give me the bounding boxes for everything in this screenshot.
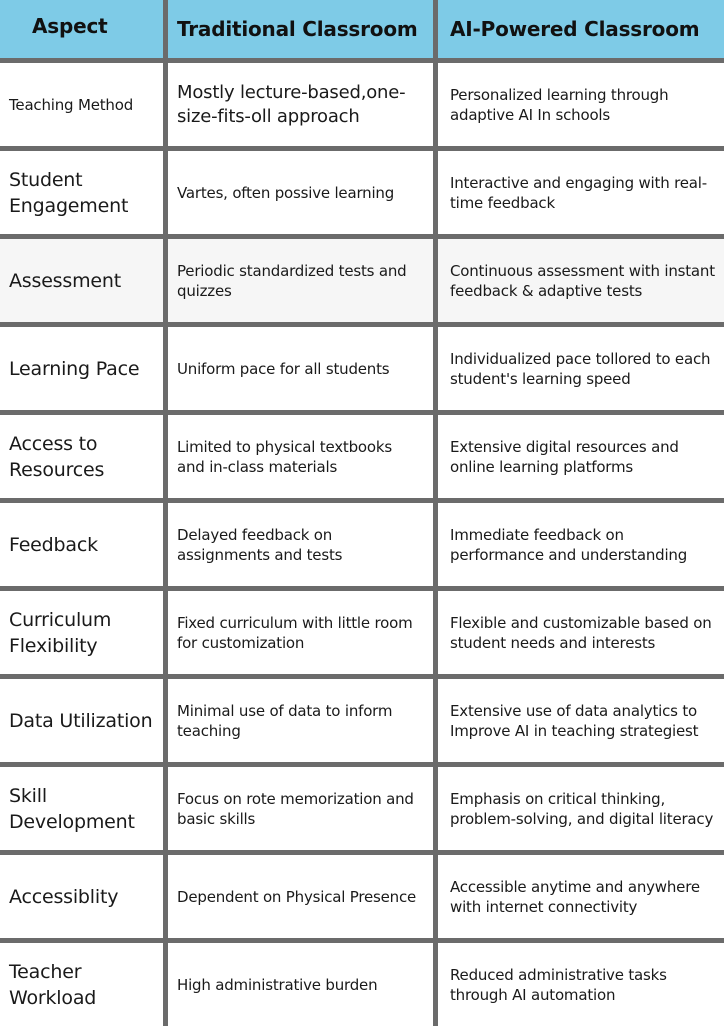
- row-traditional: Focus on rote memorization and basic skills: [168, 767, 433, 850]
- row-aspect: Feedback: [0, 503, 163, 586]
- row-aspect: Curriculum Flexibility: [0, 591, 163, 674]
- row-ai-powered: Continuous assessment with instant feedback & adaptive tests: [438, 239, 724, 322]
- row-aspect: Teacher Workload: [0, 943, 163, 1026]
- row-aspect: Access to Resources: [0, 415, 163, 498]
- row-traditional: Uniform pace for all students: [168, 327, 433, 410]
- row-ai-powered: Personalized learning through adaptive AI In schools: [438, 63, 724, 146]
- row-traditional: Limited to physical textbooks and in-class materials: [168, 415, 433, 498]
- row-traditional: Periodic standardized tests and quizzes: [168, 239, 433, 322]
- row-aspect: Data Utilization: [0, 679, 163, 762]
- row-ai-powered: Reduced administrative tasks through AI automation: [438, 943, 724, 1026]
- row-ai-powered: Extensive use of data analytics to Improve AI in teaching strategiest: [438, 679, 724, 762]
- row-aspect: Teaching Method: [0, 63, 163, 146]
- row-traditional: Fixed curriculum with little room for customization: [168, 591, 433, 674]
- row-aspect: Student Engagement: [0, 151, 163, 234]
- header-traditional: Traditional Classroom: [168, 0, 433, 58]
- row-ai-powered: Immediate feedback on performance and understanding: [438, 503, 724, 586]
- row-traditional: High administrative burden: [168, 943, 433, 1026]
- header-ai-powered: AI-Powered Classroom: [438, 0, 724, 58]
- row-ai-powered: Accessible anytime and anywhere with internet connectivity: [438, 855, 724, 938]
- row-aspect: Accessiblity: [0, 855, 163, 938]
- row-ai-powered: Extensive digital resources and online learning platforms: [438, 415, 724, 498]
- row-aspect: Skill Development: [0, 767, 163, 850]
- row-traditional: Mostly lecture-based,one-size-fits-oll approach: [168, 63, 433, 146]
- row-ai-powered: Flexible and customizable based on student needs and interests: [438, 591, 724, 674]
- row-traditional: Vartes, often possive learning: [168, 151, 433, 234]
- row-ai-powered: Interactive and engaging with real-time feedback: [438, 151, 724, 234]
- row-ai-powered: Emphasis on critical thinking, problem-solving, and digital literacy: [438, 767, 724, 850]
- row-aspect: Assessment: [0, 239, 163, 322]
- header-aspect: Aspect: [0, 0, 163, 58]
- row-traditional: Minimal use of data to inform teaching: [168, 679, 433, 762]
- row-aspect: Learning Pace: [0, 327, 163, 410]
- row-traditional: Dependent on Physical Presence: [168, 855, 433, 938]
- row-traditional: Delayed feedback on assignments and tests: [168, 503, 433, 586]
- row-ai-powered: Individualized pace tollored to each student's learning speed: [438, 327, 724, 410]
